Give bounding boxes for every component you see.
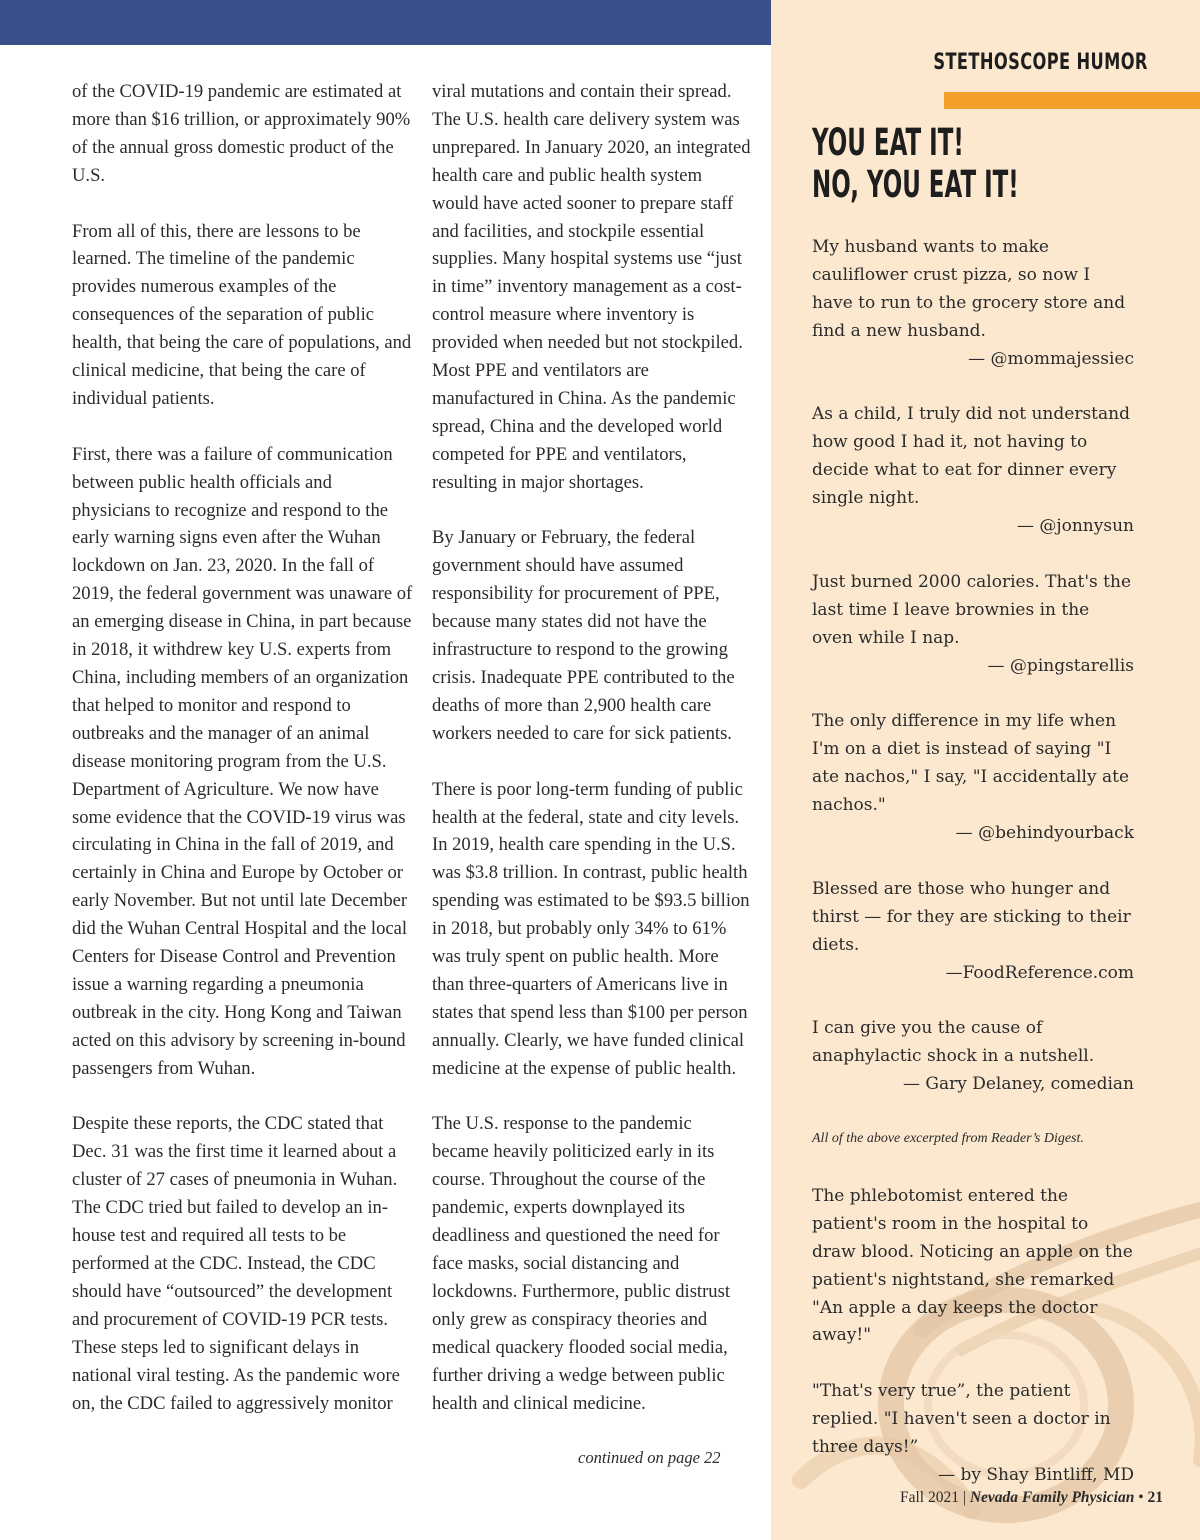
- joke-attribution: — Gary Delaney, comedian: [902, 1074, 1134, 1095]
- issue-label: Fall 2021: [900, 1489, 959, 1506]
- publication-name: Nevada Family Physician: [969, 1489, 1135, 1506]
- joke-attribution: — @jonnysun: [1016, 516, 1134, 537]
- humor-sidebar: [771, 0, 1200, 1540]
- paragraph: viral mutations and contain their spread. The U.S. health care delivery system was unprepared. In January 2020, an integrated health care and public health system would have acted sooner to prepare staff and facilities, and stockpile essential supplies. Many hospital systems use “just in time” inventory management as a cost-control measure where inventory is provided when needed but not stockpiled. Most PPE and ventilators are manufactured in China. As the pandemic spread, China and the developed world competed for PPE and ventilators, resulting in major shortages.: [432, 81, 751, 493]
- paragraph: By January or February, the federal government should have assumed responsibility for procurement of PPE, because many states did not have the infrastructure to respond to the growing crisis. Inadequate PPE contributed to the deaths of more than 2,900 health care workers needed to care for sick patients.: [432, 527, 735, 744]
- paragraph: There is poor long-term funding of public health at the federal, state and city levels. In 2019, health care spending in the U.S. was $3.8 trillion. In contrast, public health spending was estimated to be $93.5 billion in 2018, but probably only 34% to 61% was truly spent on public health. More than three-quarters of Americans live in states that spend less than $100 per person annually. Clearly, we have funded clinical medicine at the expense of public health.: [432, 778, 750, 1079]
- joke-item: [812, 876, 1134, 988]
- joke-text: As a child, I truly did not understand how good I had it, not having to decide what to eat for dinner every single night.: [812, 404, 1130, 509]
- bullet: •: [1138, 1489, 1144, 1506]
- paragraph: Despite these reports, the CDC stated that Dec. 31 was the first time it learned about a cluster of 27 cases of pneumonia in Wuhan. The CDC tried but failed to develop an in-house test and required all tests to be performed at the CDC. Instead, the CDC should have “outsourced” the development and procurement of COVID-19 PCR tests. These steps led to significant delays in national viral testing. As the pandemic wore on, the CDC failed to aggressively monitor: [72, 1113, 400, 1414]
- joke-attribution: — @pingstarellis: [987, 655, 1134, 676]
- separator: |: [962, 1489, 966, 1506]
- paragraph: of the COVID-19 pandemic are estimated at more than $16 trillion, or approximately 90% of the annual gross domestic product of the U.S.: [72, 81, 411, 186]
- headline-line-2: NO, YOU EAT IT!: [812, 163, 1019, 206]
- paragraph: From all of this, there are lessons to be learned. The timeline of the pandemic provides numerous examples of the consequences of the separation of public health, that being the care of populations, and clinical medicine, that being the care of individual patients.: [72, 220, 412, 409]
- humor-headline: [812, 122, 1019, 206]
- continued-note: continued on page 22: [578, 1448, 721, 1467]
- page-number: 21: [1147, 1489, 1163, 1506]
- joke-item: [812, 569, 1134, 681]
- article-column-1: [72, 78, 414, 1445]
- joke-item: [812, 708, 1134, 848]
- joke-item: [812, 401, 1134, 541]
- joke-text: The only difference in my life when I'm on a diet is instead of saying "I ate nachos," I say, "I accidentally ate nachos.": [812, 711, 1130, 816]
- joke-text: My husband wants to make cauliflower crust pizza, so now I have to run to the grocery store and find a new husband.: [812, 237, 1126, 341]
- joke-item: [812, 1015, 1134, 1099]
- joke-attribution: —FoodReference.com: [945, 962, 1134, 983]
- joke-text: I can give you the cause of anaphylactic shock in a nutshell.: [812, 1018, 1095, 1067]
- joke-text: Blessed are those who hunger and thirst — for they are sticking to their diets.: [812, 878, 1131, 955]
- source-note: All of the above excerpted from Reader’s Digest.: [812, 1130, 1084, 1146]
- joke-item: [812, 234, 1134, 374]
- story-attribution: — by Shay Bintliff, MD: [938, 1464, 1134, 1485]
- story-paragraph: The phlebotomist entered the patient's room in the hospital to draw blood. Noticing an apple on the patient's nightstand, she remarked "An apple a day keeps the doctor away!": [812, 1185, 1133, 1346]
- joke-text: Just burned 2000 calories. That's the last time I leave brownies in the oven while I nap.: [812, 571, 1132, 648]
- joke-attribution: — @mommajessiec: [968, 348, 1134, 369]
- story-paragraph: "That's very true”, the patient replied. "I haven't seen a doctor in three days!”: [812, 1381, 1111, 1458]
- article-column-2: [432, 78, 752, 1445]
- accent-bar: [944, 92, 1200, 109]
- paragraph: The U.S. response to the pandemic became heavily politicized early in its course. Throughout the course of the pandemic, experts downplayed its deadliness and questioned the need for face masks, social distancing and lockdowns. Furthermore, public distrust only grew as conspiracy theories and medical quackery flooded social media, further driving a wedge between public health and clinical medicine.: [432, 1113, 730, 1414]
- header-bar: [0, 0, 771, 45]
- page-footer: [900, 1489, 1163, 1507]
- section-title: STETHOSCOPE HUMOR: [933, 50, 1148, 75]
- headline-line-1: YOU EAT IT!: [812, 121, 964, 164]
- joke-attribution: — @behindyourback: [955, 822, 1134, 843]
- paragraph: First, there was a failure of communication between public health officials and physicians to recognize and respond to the early warning signs even after the Wuhan lockdown on Jan. 23, 2020. In the fall of 2019, the federal government was unaware of an emerging disease in China, in part because in 2018, it withdrew key U.S. experts from China, including members of an organization that helped to monitor and respond to outbreaks and the manager of an animal disease monitoring program from the U.S. Department of Agriculture. We now have some evidence that the COVID-19 virus was circulating in China in the fall of 2019, and certainly in China and Europe by October or early November. But not until late December did the Wuhan Central Hospital and the local Centers for Disease Control and Prevention issue a warning regarding a pneumonia outbreak in the city. Hong Kong and Taiwan acted on this advisory by screening in-bound passengers from Wuhan.: [72, 443, 413, 1079]
- joke-list: [812, 234, 1134, 1490]
